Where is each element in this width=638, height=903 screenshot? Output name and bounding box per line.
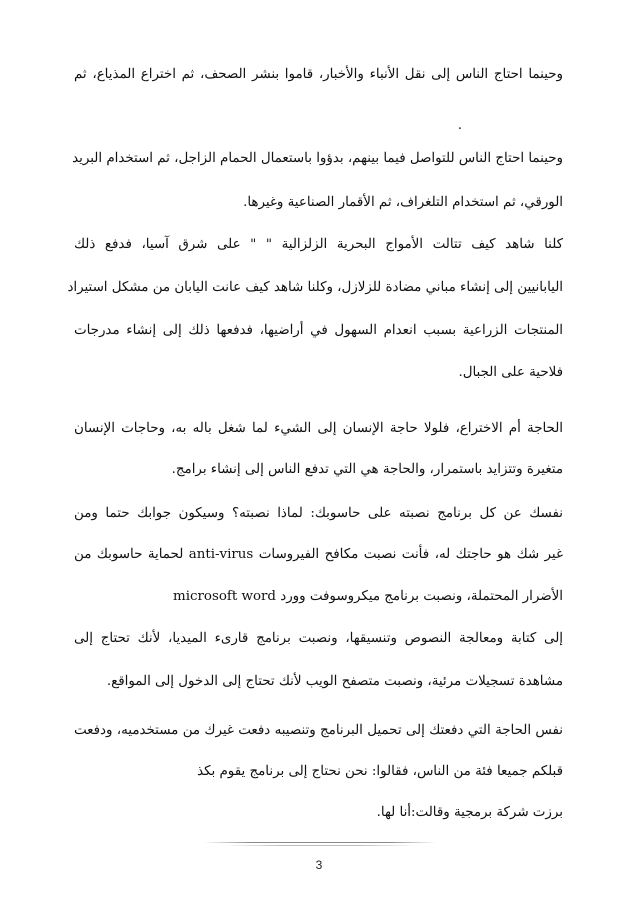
text-line-15: مشاهدة تسجيلات مرئية، ونصبت متصفح الويب لأنك تحتاج إلى الدخول إلى المواقع. [106, 674, 563, 689]
footer-divider-shadow [224, 845, 416, 846]
text-line-5: كلنا شاهد كيف تتالت الأمواج البحرية الزلزالية " " على شرق آسيا، فدفع ذلك [74, 237, 563, 252]
text-line-8: فلاحية على الجبال. [458, 365, 563, 380]
text-line-10: متغيرة وتتزايد باستمرار، والحاجة هي التي تدفع الناس إلى إنشاء برامج. [171, 462, 563, 477]
text-line-1: وحينما احتاج الناس إلى نقل الأنباء والأخبار، قاموا بنشر الصحف، ثم اختراع المذياع، ثم [74, 67, 563, 82]
page-number: 3 [315, 858, 323, 872]
text-line-18: برزت شركة برمجية وقالت:أنا لها. [376, 805, 563, 820]
text-line-13: الأضرار المحتملة، ونصبت برنامج ميكروسوفت وورد microsoft word [173, 589, 563, 604]
text-line-6: اليابانيين إلى إنشاء مباني مضادة للزلازل، وكلنا شاهد كيف عانت اليابان من مشكل استيراد [67, 280, 563, 295]
footer-divider [204, 842, 436, 843]
text-line-3: وحينما احتاج الناس للتواصل فيما بينهم، بدؤوا باستعمال الحمام الزاجل، ثم استخدام البريد [72, 151, 563, 166]
text-line-17: قبلكم جميعا فئة من الناس، فقالوا: نحن نحتاج إلى برنامج يقوم بكذ [197, 764, 563, 779]
text-line-12: غير شك هو حاجتك له، فأنت نصبت مكافح الفيروسات anti-virus لحماية حاسوبك من [74, 547, 563, 562]
text-line-7: المنتجات الزراعية بسبب انعدام السهول في أراضيها، فدفعها ذلك إلى إنشاء مدرجات [74, 323, 563, 338]
text-line-16: نفس الحاجة التي دفعتك إلى تحميل البرنامج وتنصيبه دفعت غيرك من مستخدميه، ودفعت [74, 723, 563, 738]
text-line-2: . [457, 118, 462, 133]
text-line-4: الورقي، ثم استخدام التلغراف، ثم الأقمار الصناعية وغيرها. [243, 195, 563, 210]
text-line-14: إلى كتابة ومعالجة النصوص وتنسيقها، ونصبت برنامج قارىء الميديا، لأنك تحتاج إلى [74, 631, 563, 646]
text-line-9: الحاجة أم الاختراع، فلولا حاجة الإنسان إلى الشيء لما شغل باله به، وحاجات الإنسان [74, 421, 563, 436]
text-line-11: نفسك عن كل برنامج نصبته على حاسوبك: لماذا نصبته؟ وسيكون جوابك حتما ومن [74, 506, 563, 521]
